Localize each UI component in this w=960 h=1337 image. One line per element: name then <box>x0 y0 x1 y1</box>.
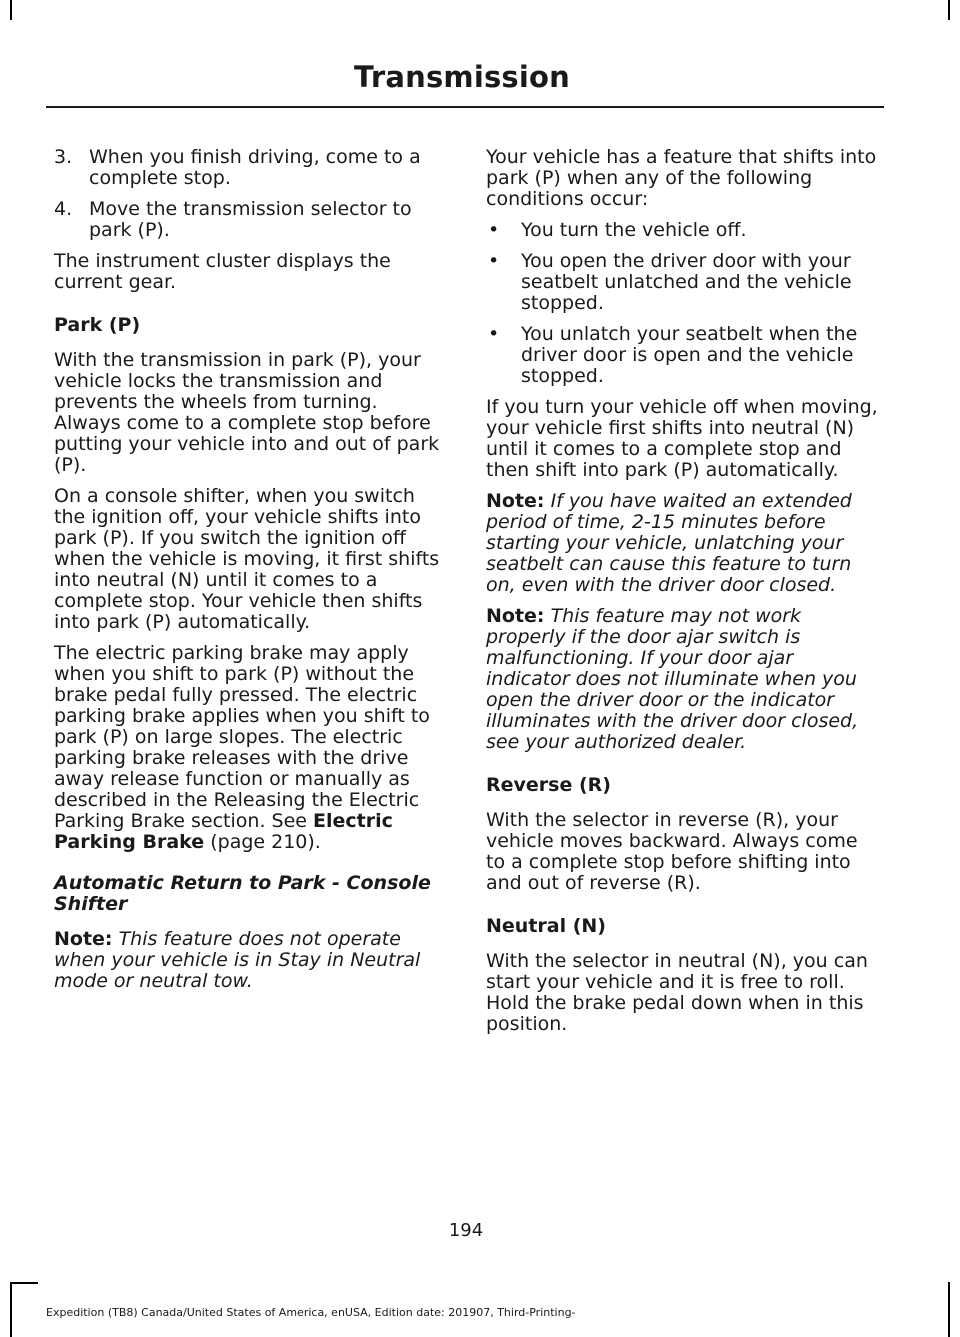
note-door-ajar <box>486 606 881 753</box>
heading-neutral: Neutral (N) <box>486 915 606 937</box>
bullet-mark: • <box>488 323 500 345</box>
intro-paragraph: Your vehicle has a feature that shifts into park (P) when any of the following conditions occur: <box>486 146 877 210</box>
footer-edition: Expedition (TB8) Canada/United States of America, enUSA, Edition date: 201907, Third-Printing- <box>46 1306 576 1319</box>
step-number: 4. <box>54 198 73 220</box>
right-column <box>486 147 881 1045</box>
note-label: Note: <box>54 928 113 950</box>
step-4 <box>54 199 449 241</box>
moving-paragraph: If you turn your vehicle off when moving, your vehicle first shifts into neutral (N) until it comes to a complete stop and then shift into park (P) automatically. <box>486 396 878 481</box>
left-column <box>54 147 449 1002</box>
note-label: Note: <box>486 605 545 627</box>
step-text: Move the transmission selector to park (P). <box>89 198 412 241</box>
electric-parking-brake-link[interactable]: Electric Parking Brake <box>54 810 393 853</box>
crop-mark-bottom-left-h <box>10 1282 38 1284</box>
heading-reverse: Reverse (R) <box>486 774 611 796</box>
park-paragraph-2: On a console shifter, when you switch the ignition off, your vehicle shifts into park (P). If you switch the ignition off when the vehicle is moving, it first shifts into neutral (N) until it comes to a complete stop. Your vehicle then shifts into park (P) automatically. <box>54 485 440 633</box>
note-text: If you have waited an extended period of time, 2-15 minutes before starting your vehicle, unlatching your seatbelt can cause this feature to turn on, even with the driver door closed. <box>486 490 852 596</box>
page-title: Transmission <box>354 60 570 94</box>
bullet-text: You open the driver door with your seatbelt unlatched and the vehicle stopped. <box>521 250 852 314</box>
bullet-text: You unlatch your seatbelt when the driver door is open and the vehicle stopped. <box>521 323 858 387</box>
crop-mark-bottom-right <box>948 1282 950 1337</box>
note-text: This feature may not work properly if the door ajar switch is malfunctioning. If your door ajar indicator does not illuminate when you open the driver door or the indicator illuminates with the driver door closed, see your authorized dealer. <box>486 605 859 753</box>
park-paragraph-1: With the transmission in park (P), your vehicle locks the transmission and prevents the wheels from turning. Always come to a complete stop before putting your vehicle into and out of park (P). <box>54 349 440 476</box>
heading-automatic-return: Automatic Return to Park - Console Shifter <box>54 872 431 915</box>
bullet-mark: • <box>488 219 500 241</box>
neutral-paragraph: With the selector in neutral (N), you can start your vehicle and it is free to roll. Hold the brake pedal down when in this position. <box>486 950 868 1035</box>
crop-mark-top-right <box>948 0 950 20</box>
step-number: 3. <box>54 146 73 168</box>
brake-page-ref: (page 210). <box>204 831 321 853</box>
header-rule <box>46 106 884 108</box>
bullet-text: You turn the vehicle off. <box>521 219 747 241</box>
note-stay-neutral <box>54 929 449 992</box>
step-text: When you finish driving, come to a complete stop. <box>89 146 421 189</box>
crop-mark-bottom-left <box>10 1282 12 1337</box>
note-text: This feature does not operate when your vehicle is in Stay in Neutral mode or neutral tow. <box>54 928 421 992</box>
bullet-item <box>486 324 881 387</box>
brake-text: The electric parking brake may apply when you shift to park (P) without the brake pedal fully pressed. The electric parking brake applies when you shift to park (P) on large slopes. The electric parking brake releases with the drive away release function or manually as described in the Releasing the Electric Parking Brake section. See <box>54 642 430 832</box>
crop-mark-top-left <box>10 0 12 20</box>
step-3 <box>54 147 449 189</box>
bullet-item <box>486 220 881 241</box>
page-number: 194 <box>448 1220 484 1241</box>
note-label: Note: <box>486 490 545 512</box>
bullet-item <box>486 251 881 314</box>
bullet-mark: • <box>488 250 500 272</box>
cluster-paragraph: The instrument cluster displays the current gear. <box>54 250 391 293</box>
reverse-paragraph: With the selector in reverse (R), your vehicle moves backward. Always come to a complete stop before shifting into and out of reverse (R). <box>486 809 858 894</box>
brake-paragraph <box>54 643 449 853</box>
heading-park: Park (P) <box>54 314 141 336</box>
note-extended-period <box>486 491 881 596</box>
